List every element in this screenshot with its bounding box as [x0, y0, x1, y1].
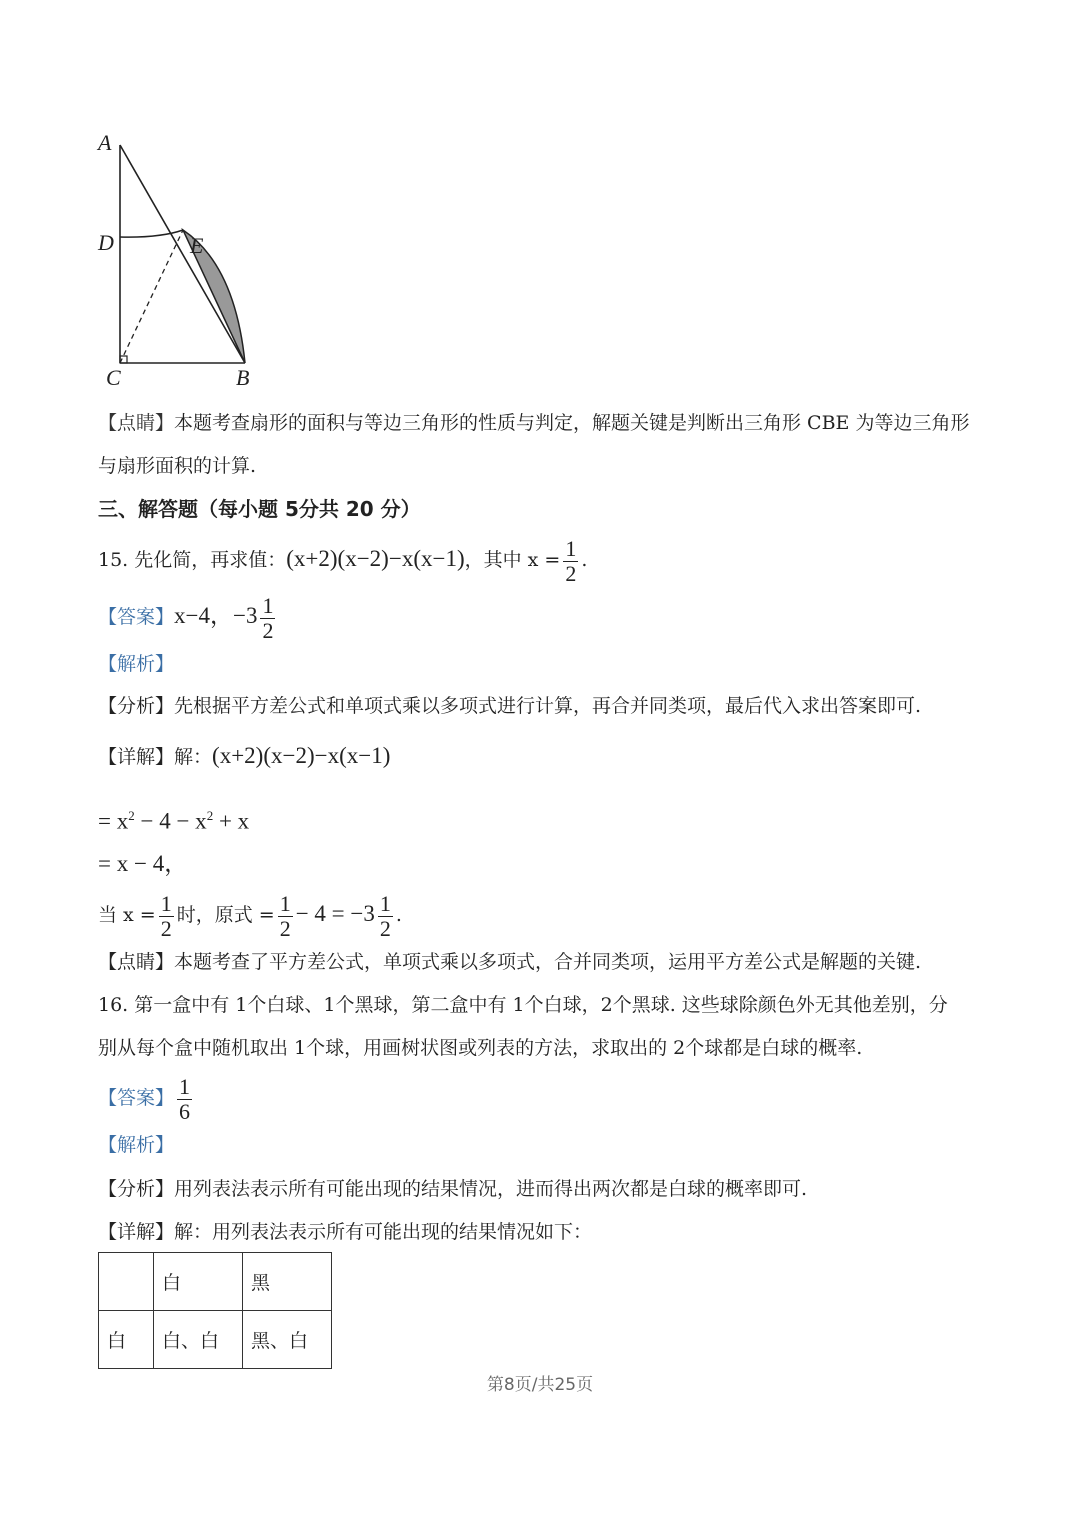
- step1-b: − 4 − x: [134, 808, 207, 834]
- label-e: E: [190, 233, 204, 258]
- table-cell: 白: [154, 1253, 243, 1311]
- geometry-diagram: [90, 125, 270, 395]
- xiangjie-text: 解：: [174, 746, 213, 768]
- table-cell: [99, 1253, 154, 1311]
- frac-den: 2: [565, 560, 577, 586]
- sub-fraction-2: [278, 892, 293, 941]
- sub-c: − 4 = −3: [295, 901, 375, 926]
- dianjing-14-line2: 与扇形面积的计算.: [98, 455, 257, 477]
- arc-de: [120, 230, 183, 237]
- frac-den: 2: [262, 617, 274, 643]
- table-cell: 白、白: [154, 1311, 243, 1369]
- xiangjie-tag: 【详解】: [98, 1221, 175, 1243]
- q16-jiexi: 【解析】: [98, 1134, 175, 1156]
- table-header-row: [99, 1253, 332, 1311]
- q15-prefix: 15. 先化简，再求值：: [98, 549, 287, 571]
- q15-expression: (x+2)(x−2)−x(x−1): [286, 546, 465, 571]
- q15-fraction: [563, 537, 578, 586]
- answer-part1: x−4，−3: [174, 603, 258, 628]
- fenxi-text: 用列表法表示所有可能出现的结果情况，进而得出两次都是白球的概率即可.: [174, 1178, 808, 1200]
- frac-den: 6: [179, 1098, 191, 1124]
- label-b: B: [236, 365, 250, 390]
- frac-num: 1: [160, 890, 172, 916]
- step1-sup2: 2: [206, 808, 214, 823]
- table-row: [99, 1311, 332, 1369]
- result-table: [98, 1252, 332, 1369]
- frac-den: 2: [160, 915, 172, 941]
- sub-a: 当 x =: [98, 904, 156, 926]
- step1-c: + x: [213, 808, 250, 834]
- section-heading: 三、解答题（每小题 5分共 20 分）: [98, 497, 421, 521]
- q15-step2: = x − 4，: [98, 851, 188, 876]
- dianjing-tag: 【点睛】: [98, 951, 175, 973]
- table-cell: 黑、白: [243, 1311, 332, 1369]
- sub-b: 时，原式 =: [176, 904, 275, 926]
- q15-dianjing: [98, 948, 921, 976]
- frac-num: 1: [262, 592, 274, 618]
- dianjing-tag: 【点睛】: [98, 412, 175, 434]
- q16-answer: [98, 1070, 195, 1126]
- sub-end: .: [395, 904, 402, 926]
- side-ab: [120, 145, 245, 363]
- answer-fraction: [177, 1075, 192, 1124]
- frac-num: 1: [565, 535, 577, 561]
- xiangjie-tag: 【详解】: [98, 746, 175, 768]
- frac-num: 1: [379, 890, 391, 916]
- page-footer: 第8页/共25页: [486, 1375, 594, 1395]
- fenxi-tag: 【分析】: [98, 1178, 175, 1200]
- q15-fenxi: [98, 692, 921, 720]
- fenxi-tag: 【分析】: [98, 695, 175, 717]
- q15-mid: ，其中 x =: [464, 549, 561, 571]
- q15-answer: [98, 588, 278, 645]
- q15-step1: [98, 802, 249, 836]
- dashed-ce: [120, 230, 183, 363]
- q15-stem: [98, 531, 587, 588]
- q15-end: .: [581, 549, 588, 571]
- q15-xiangjie: [98, 742, 390, 771]
- frac-num: 1: [279, 890, 291, 916]
- table-cell: 白: [99, 1311, 154, 1369]
- frac-den: 2: [279, 915, 291, 941]
- frac-num: 1: [179, 1073, 191, 1099]
- dianjing-text: 本题考查扇形的面积与等边三角形的性质与判定，解题关键是判断出三角形 CBE 为等边三角形: [174, 412, 970, 434]
- step1-a: = x: [98, 808, 129, 834]
- q16-stem-line2: 别从每个盒中随机取出 1个球，用画树状图或列表的方法，求取出的 2个球都是白球的概率.: [98, 1037, 863, 1059]
- answer-tag: 【答案】: [98, 606, 175, 628]
- answer-fraction: [260, 594, 275, 643]
- label-d: D: [98, 230, 114, 255]
- q15-substitution: [98, 885, 402, 944]
- table-cell: 黑: [243, 1253, 332, 1311]
- sub-fraction-1: [159, 892, 174, 941]
- dianjing-text: 本题考查了平方差公式，单项式乘以多项式，合并同类项，运用平方差公式是解题的关键.: [174, 951, 922, 973]
- xiangjie-text: 解：用列表法表示所有可能出现的结果情况如下：: [174, 1221, 593, 1243]
- fenxi-text: 先根据平方差公式和单项式乘以多项式进行计算，再合并同类项，最后代入求出答案即可.: [174, 695, 922, 717]
- frac-den: 2: [379, 915, 391, 941]
- sub-fraction-3: [378, 892, 393, 941]
- dianjing-14-line1: [98, 409, 969, 437]
- q16-xiangjie: [98, 1218, 592, 1246]
- label-a: A: [98, 130, 112, 155]
- answer-tag: 【答案】: [98, 1087, 175, 1109]
- label-c: C: [106, 365, 121, 390]
- xiangjie-expression: (x+2)(x−2)−x(x−1): [212, 743, 391, 768]
- step1-sup1: 2: [128, 808, 135, 823]
- q16-stem-line1: 16. 第一盒中有 1个白球、1个黑球，第二盒中有 1个白球，2个黑球. 这些球除颜色外无其他差别，分: [98, 994, 948, 1016]
- q15-jiexi: 【解析】: [98, 653, 175, 675]
- q16-fenxi: [98, 1175, 807, 1203]
